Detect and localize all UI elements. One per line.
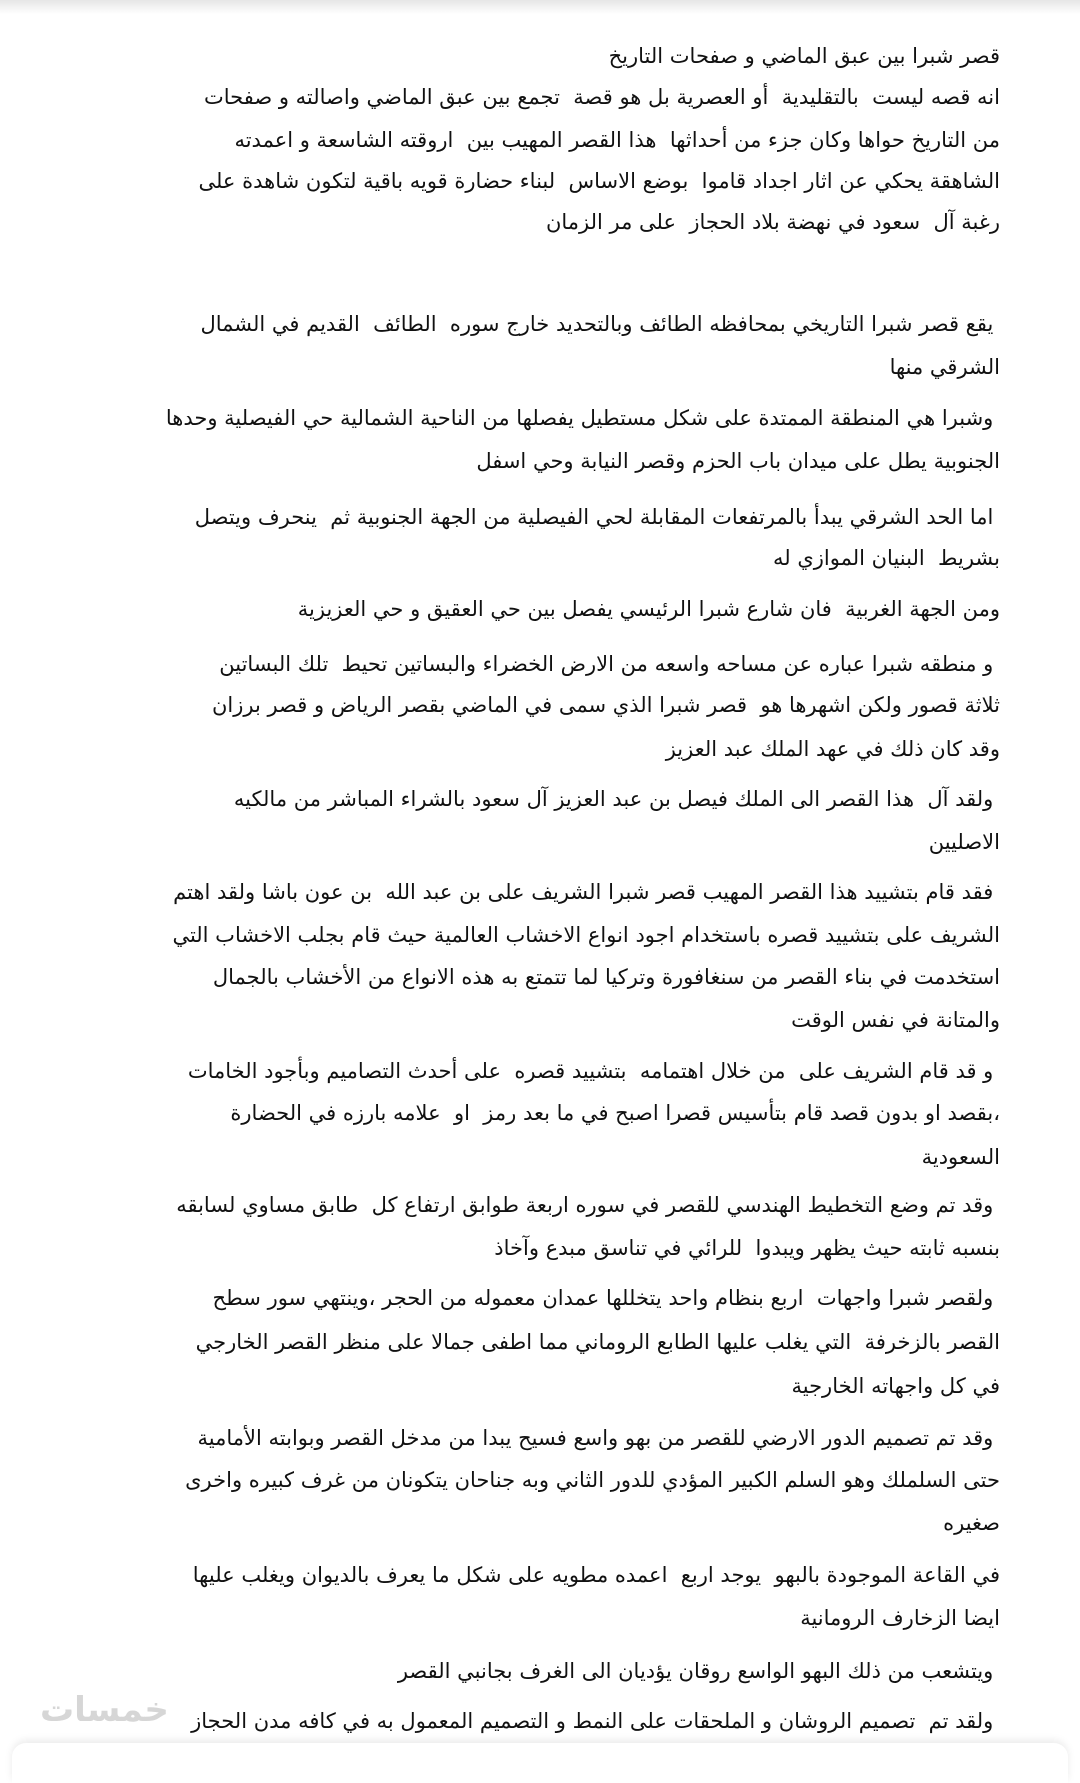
paragraph-line: فقد قام بتشييد هذا القصر المهيب قصر شبرا الشريف على بن عبد الله بن عون باشا ولقد اهتم [173,880,1000,904]
paragraph-line: ومن الجهة الغربية فان شارع شبرا الرئيسي يفصل بين حي العقيق و حي العزيزية [297,597,1000,621]
paragraph-line: الشرقي منها [889,355,1000,379]
paragraph-line: بنسبه ثابته حيث يظهر ويبدوا للرائي في تناسق مبدع وآخاذ [494,1236,1000,1260]
paragraph-line: الاصليين [928,830,1000,854]
paragraph-line: ايضا الزخارف الرومانية [800,1606,1000,1630]
document-title: قصر شبرا بين عبق الماضي و صفحات التاريخ [608,44,1000,68]
paragraph-line: في القاعة الموجودة بالبهو يوجد اربع اعمده مطويه على شكل ما يعرف بالديوان ويغلب عليها [192,1563,1000,1587]
paragraph-line: وقد كان ذلك في عهد الملك عبد العزيز [665,737,1000,761]
paragraph-line: وقد تم وضع التخطيط الهندسي للقصر في سوره اربعة طوابق ارتفاع كل طابق مساوي لسابقه [176,1193,1000,1217]
paragraph-line: في كل واجهاته الخارجية [791,1374,1000,1398]
watermark-logo: خمسات [40,1690,169,1730]
paragraph-line: الجنوبية يطل على ميدان باب الحزم وقصر النيابة وحي اسفل [476,449,1000,473]
paragraph-line: و قد قام الشريف على من خلال اهتمامه بتشييد قصره على أحدث التصاميم وبأجود الخامات [187,1059,1000,1083]
top-shadow-bar [0,0,1080,14]
paragraph-line: القصر بالزخرفة التي يغلب عليها الطابع الروماني مما اطفى جمالا على منظر القصر الخارجي [195,1330,1000,1354]
bottom-sheet-edge [12,1743,1068,1783]
paragraph-line: ولقد آل هذا القصر الى الملك فيصل بن عبد العزيز آل سعود بالشراء المباشر من مالكيه [233,787,1000,811]
paragraph-line: و منطقه شبرا عباره عن مساحه واسعه من الارض الخضراء والبساتين تحيط تلك البساتين [219,652,1000,676]
paragraph-line: السعودية [921,1145,1000,1169]
paragraph-line: يقع قصر شبرا التاريخي بمحافظه الطائف وبالتحديد خارج سوره الطائف القديم في الشمال [200,312,1000,336]
paragraph-line: الشريف على بتشييد قصره باستخدام اجود انواع الاخشاب العالمية حيث قام بجلب الاخشاب التي [172,923,1000,947]
paragraph-line: ولقصر شبرا واجهات اربع بنظام واحد يتخللها عمدان معموله من الحجر ،وينتهي سور سطح [212,1286,1000,1310]
paragraph-line: حتى السلملك وهو السلم الكبير المؤدي للدور الثاني وبه جناحان يتكونان من غرف كبيره واخرى [185,1468,1000,1492]
paragraph-line: ثلاثة قصور ولكن اشهرها هو قصر شبرا الذي سمى في الماضي بقصر الرياض و قصر برزان [211,693,1000,717]
paragraph-line: ولقد تم تصميم الروشان و الملحقات على النمط و التصميم المعمول به في كافه مدن الحجاز [191,1709,1000,1733]
paragraph-line: استخدمت في بناء القصر من سنغافورة وتركيا لما تتمتع به هذه الانواع من الأخشاب بالجمال [212,965,1000,989]
paragraph-line: والمتانة في نفس الوقت [791,1008,1000,1032]
paragraph-line: بشريط البنيان الموازي له [772,546,1000,570]
paragraph-line: وقد تم تصميم الدور الارضي للقصر من بهو واسع فسيح يبدا من مدخل القصر وبوابته الأمامية [197,1426,1000,1450]
paragraph-line: اما الحد الشرقي يبدأ بالمرتفعات المقابلة لحي الفيصلية من الجهة الجنوبية ثم ينحرف ويتصل [194,505,1000,529]
paragraph-line: انه قصه ليست بالتقليدية أو العصرية بل هو قصة تجمع بين عبق الماضي واصالته و صفحات [203,85,1000,109]
paragraph-line: الشاهقة يحكي عن اثار اجداد قاموا بوضع الاساس لبناء حضارة قويه باقية لتكون شاهدة على [198,169,1000,193]
paragraph-line: صغيره [943,1511,1000,1535]
paragraph-line: من التاريخ حواها وكان جزء من أحداثها هذا القصر المهيب بين اروقته الشاسعة و اعمدته [234,128,1000,152]
paragraph-line: رغبة آل سعود في نهضة بلاد الحجاز على مر الزمان [545,210,1000,234]
paragraph-line: ويتشعب من ذلك البهو الواسع روقان يؤديان الى الغرف بجانبي القصر [397,1659,1000,1683]
paragraph-line: ،بقصد او بدون قصد قام بتأسيس قصرا اصبح في ما بعد رمز او علامه بارزه في الحضارة [230,1101,1000,1125]
paragraph-line: وشبرا هي المنطقة الممتدة على شكل مستطيل يفصلها من الناحية الشمالية حي الفيصلية وحدها [165,406,1000,430]
